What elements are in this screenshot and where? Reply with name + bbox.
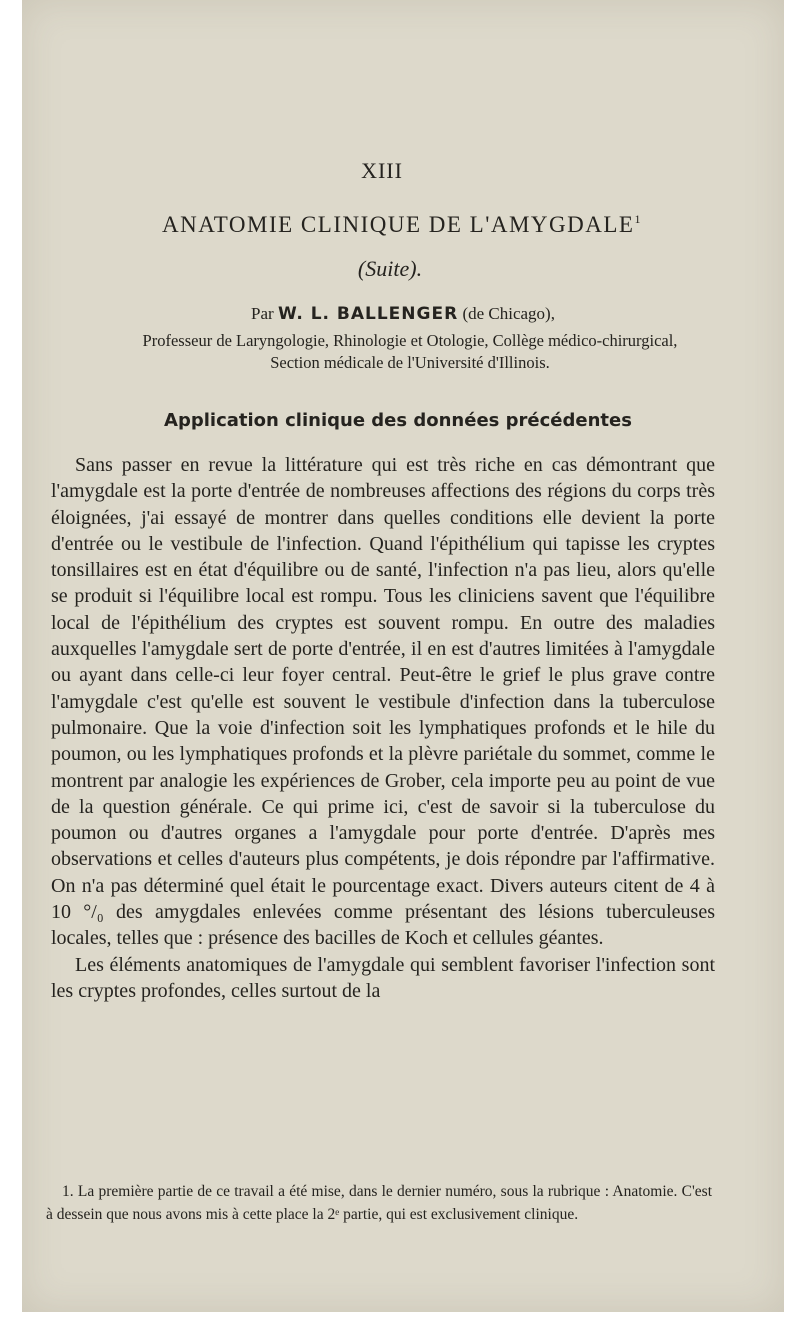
- chapter-number: XIII: [361, 158, 403, 183]
- paragraph: Les éléments anatomiques de l'amygdale qui semblent favoriser l'infection sont les cryptes profondes, celles surtout de la: [51, 953, 715, 1002]
- paragraph: Sans passer en revue la littérature qui est très riche en cas démontrant que l'amygdale est la porte d'entrée de nombreuses affections des régions du corps très éloignées, j'ai essayé de montrer dans quelles conditions elle devient la porte d'entrée ou le vestibule de l'infection. Quand l'épithélium qui tapisse les cryptes tonsillaires est en état d'équilibre ou de santé, l'infection n'a pas lieu, alors qu'elle se produit si l'équilibre local est rompu. Tous les cliniciens savent que l'équilibre local de l'épithélium des cryptes est souvent rompu. En outre des maladies auxquelles l'amygdale sert de porte d'entrée, il en est d'autres limitées à l'amygdale ou ayant dans celle-ci leur foyer central. Peut-être le grief le plus grave contre l'amygdale c'est qu'elle est souvent le vestibule d'infection dans la tuberculose pulmonaire. Que la voie d'infection soit les lymphatiques profonds et le hile du poumon, ou les lymphatiques profonds et la plèvre pariétale du sommet, comme le montrent par analogie les expériences de Grober, cela importe peu au point de vue de la question générale. Ce qui prime ici, c'est de savoir si la tuberculose du poumon ou d'autres organes a l'amygdale pour porte d'entrée. D'après mes observations et celles d'auteurs plus compétents, je dois répondre par l'affirmative. On n'a pas déterminé quel était le pourcentage exact. Divers auteurs citent de 4 à 10 °/₀ des amygdales enlevées comme présentant des lésions tuberculeuses locales, telles que : présence des bacilles de Koch et cellules géantes.: [51, 454, 715, 950]
- body-text: [51, 452, 715, 1004]
- article-title: [22, 212, 782, 238]
- author-origin: (de Chicago),: [462, 304, 555, 323]
- byline: [22, 304, 784, 324]
- continuation-note: (Suite).: [357, 256, 423, 281]
- author-name: W. L. BALLENGER: [277, 304, 459, 324]
- byline-prefix: Par: [251, 304, 274, 323]
- author-affiliation: Professeur de Laryngologie, Rhinologie et Otologie, Collège médico-chirurgical, Section médicale de l'Université d'Illinois.: [142, 331, 678, 372]
- book-page: [22, 0, 784, 1312]
- footnote: [46, 1180, 712, 1226]
- footnote-text: 1. La première partie de ce travail a été mise, dans le dernier numéro, sous la rubrique : Anatomie. C'est à dessein que nous avons mis à cette place la 2ᵉ partie, qui est exclusivement clinique.: [46, 1183, 712, 1223]
- title-footnote-marker: 1: [634, 212, 642, 226]
- article-title-text: ANATOMIE CLINIQUE DE L'AMYGDALE: [162, 212, 635, 237]
- section-heading: Application clinique des données précédentes: [164, 410, 632, 431]
